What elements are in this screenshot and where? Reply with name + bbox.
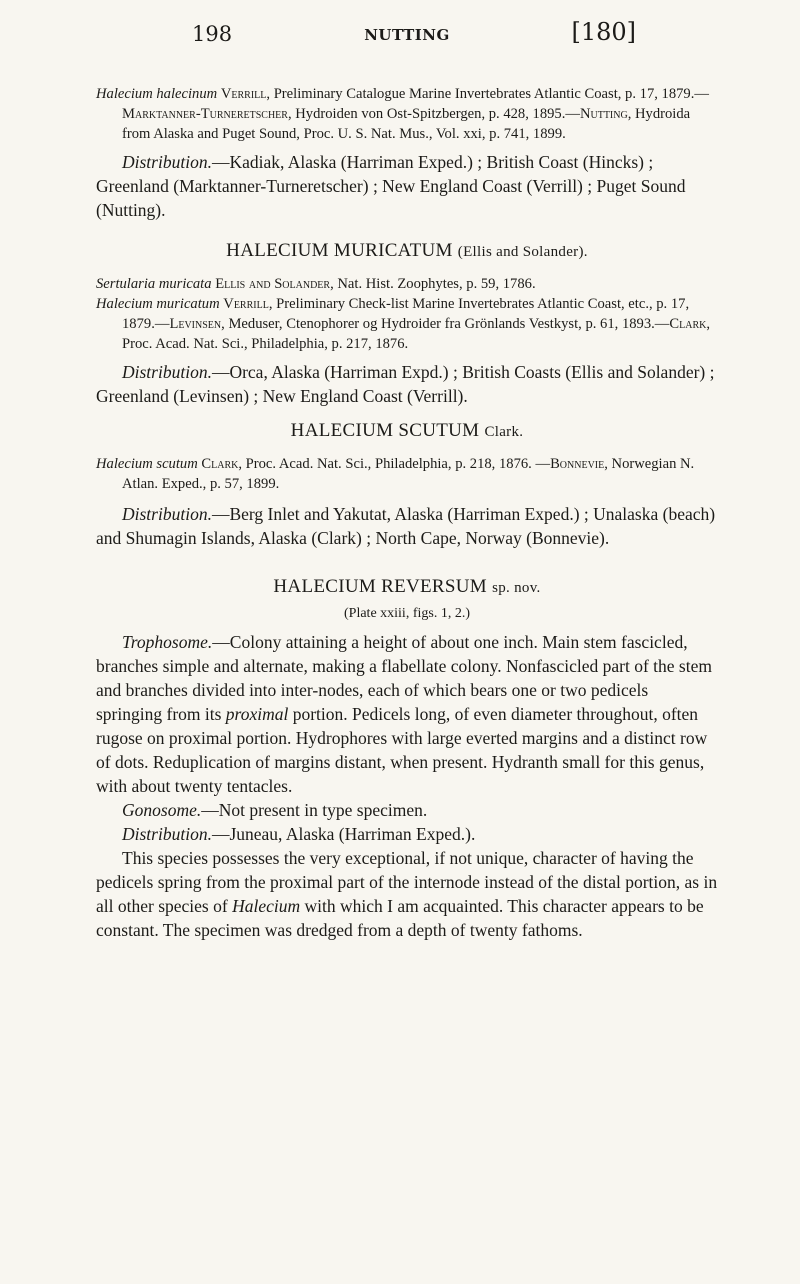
citation-text: , Hydroiden von Ost-Spitzbergen, p. 428, 1895.— <box>287 106 580 122</box>
distribution-paragraph <box>96 822 718 846</box>
author-name: Levinsen <box>169 316 222 332</box>
remarks-paragraph <box>96 846 718 942</box>
plate-number: [180] <box>571 18 636 46</box>
running-title: NUTTING <box>364 26 450 44</box>
citation-text: , Hydroida from Alaska and Puget Sound, Proc. U. S. Nat. Mus., Vol. xxi, p. 741, 1899. <box>122 106 691 142</box>
content <box>96 84 718 942</box>
trophosome-text: portion. Pedicels long, of even diameter throughout, often rugose on proximal portion. Hydrophores with large everted margins and a distinct row of dots. Reduplication of margins distant, when present. Hydranth small for this genus, with about twenty tentacles. <box>96 704 708 796</box>
citation-text: , Preliminary Catalogue Marine Invertebrates Atlantic Coast, p. 17, 1879.— <box>266 86 709 102</box>
citation-text: , Proc. Acad. Nat. Sci., Philadelphia, p. 218, 1876. — <box>238 456 551 472</box>
taxon-name: Halecium halecinum <box>96 86 218 102</box>
distribution-paragraph <box>96 360 718 408</box>
species-heading <box>96 576 718 598</box>
author-name: Clark <box>201 456 239 472</box>
species-authority: (Ellis and Solander). <box>457 244 588 260</box>
distribution-text: —Orca, Alaska (Harriman Expd.) ; British Coasts (Ellis and Solander) ; Greenland (Levinsen) ; New England Coast (Verrill). <box>96 362 715 406</box>
remarks-text: with which I am acquainted. This character appears to be constant. The specimen was dredged from a depth of twenty fathoms. <box>96 896 704 940</box>
trophosome-label: Trophosome. <box>122 632 213 652</box>
page-number: 198 <box>192 22 233 46</box>
distribution-label: Distribution. <box>122 152 212 172</box>
citation-text: , Preliminary Check-list Marine Invertebrates Atlantic Coast, etc., p. 17, 1879.— <box>122 296 690 332</box>
species-heading <box>96 240 718 262</box>
species-heading <box>96 420 718 442</box>
citation-text: , Nat. Hist. Zoophytes, p. 59, 1786. <box>330 276 536 292</box>
gonosome-text: —Not present in type specimen. <box>201 800 428 820</box>
taxon-name: Halecium scutum <box>96 456 198 472</box>
trophosome-text: —Colony attaining a height of about one inch. Main stem fascicled, branches simple and alternate, making a flabellate colony. Nonfascicled part of the stem and branches divided into inter-nodes, each of which bears one or two pedicels springing from its <box>96 632 712 724</box>
emphasis-text: proximal <box>225 704 289 724</box>
author-name: Ellis and Solander <box>215 276 331 292</box>
species-title: HALECIUM SCUTUM <box>290 420 480 441</box>
species-authority: sp. nov. <box>492 580 541 596</box>
species-title: HALECIUM REVERSUM <box>273 576 487 597</box>
synonymy-entry <box>96 84 718 144</box>
distribution-label: Distribution. <box>122 504 212 524</box>
author-name: Nutting <box>579 106 628 122</box>
taxon-name: Halecium muricatum <box>96 296 220 312</box>
distribution-label: Distribution. <box>122 824 212 844</box>
running-head <box>96 0 718 60</box>
author-name: Verrill <box>223 296 269 312</box>
citation-text: , Proc. Acad. Nat. Sci., Philadelphia, p. 217, 1876. <box>122 316 711 352</box>
taxon-name: Halecium <box>232 896 301 916</box>
distribution-text: —Juneau, Alaska (Harriman Exped.). <box>211 824 476 844</box>
author-name: Marktanner-Turneretscher <box>122 106 288 122</box>
plate-reference: (Plate xxiii, figs. 1, 2.) <box>344 606 470 621</box>
gonosome-paragraph <box>96 798 718 822</box>
citation-text: , Meduser, Ctenophorer og Hydroider fra Grönlands Vestkyst, p. 61, 1893.— <box>221 316 670 332</box>
trophosome-paragraph <box>96 630 718 798</box>
author-name: Clark <box>669 316 707 332</box>
distribution-paragraph <box>96 150 718 222</box>
distribution-label: Distribution. <box>122 362 212 382</box>
synonymy-entry <box>96 294 718 354</box>
synonymy-entry <box>96 454 718 494</box>
species-title: HALECIUM MURICATUM <box>226 240 453 261</box>
remarks-text: This species possesses the very exceptional, if not unique, character of having the pedicels spring from the proximal part of the internode instead of the distal portion, as in all other species of <box>96 848 718 916</box>
species-authority: Clark. <box>484 424 524 440</box>
taxon-name: Sertularia muricata <box>96 276 212 292</box>
distribution-text: —Kadiak, Alaska (Harriman Exped.) ; British Coast (Hincks) ; Greenland (Marktanner-Turneretscher) ; New England Coast (Verrill) ; Puget Sound (Nutting). <box>96 152 686 220</box>
author-name: Verrill <box>220 86 267 102</box>
author-name: Bonnevie <box>550 456 605 472</box>
synonymy-entry <box>96 274 718 294</box>
gonosome-label: Gonosome. <box>122 800 202 820</box>
citation-text: , Norwegian N. Atlan. Exped., p. 57, 1899. <box>122 456 695 492</box>
distribution-text: —Berg Inlet and Yakutat, Alaska (Harriman Exped.) ; Unalaska (beach) and Shumagin Islands, Alaska (Clark) ; North Cape, Norway (Bonnevie). <box>96 504 716 548</box>
distribution-paragraph <box>96 502 718 550</box>
